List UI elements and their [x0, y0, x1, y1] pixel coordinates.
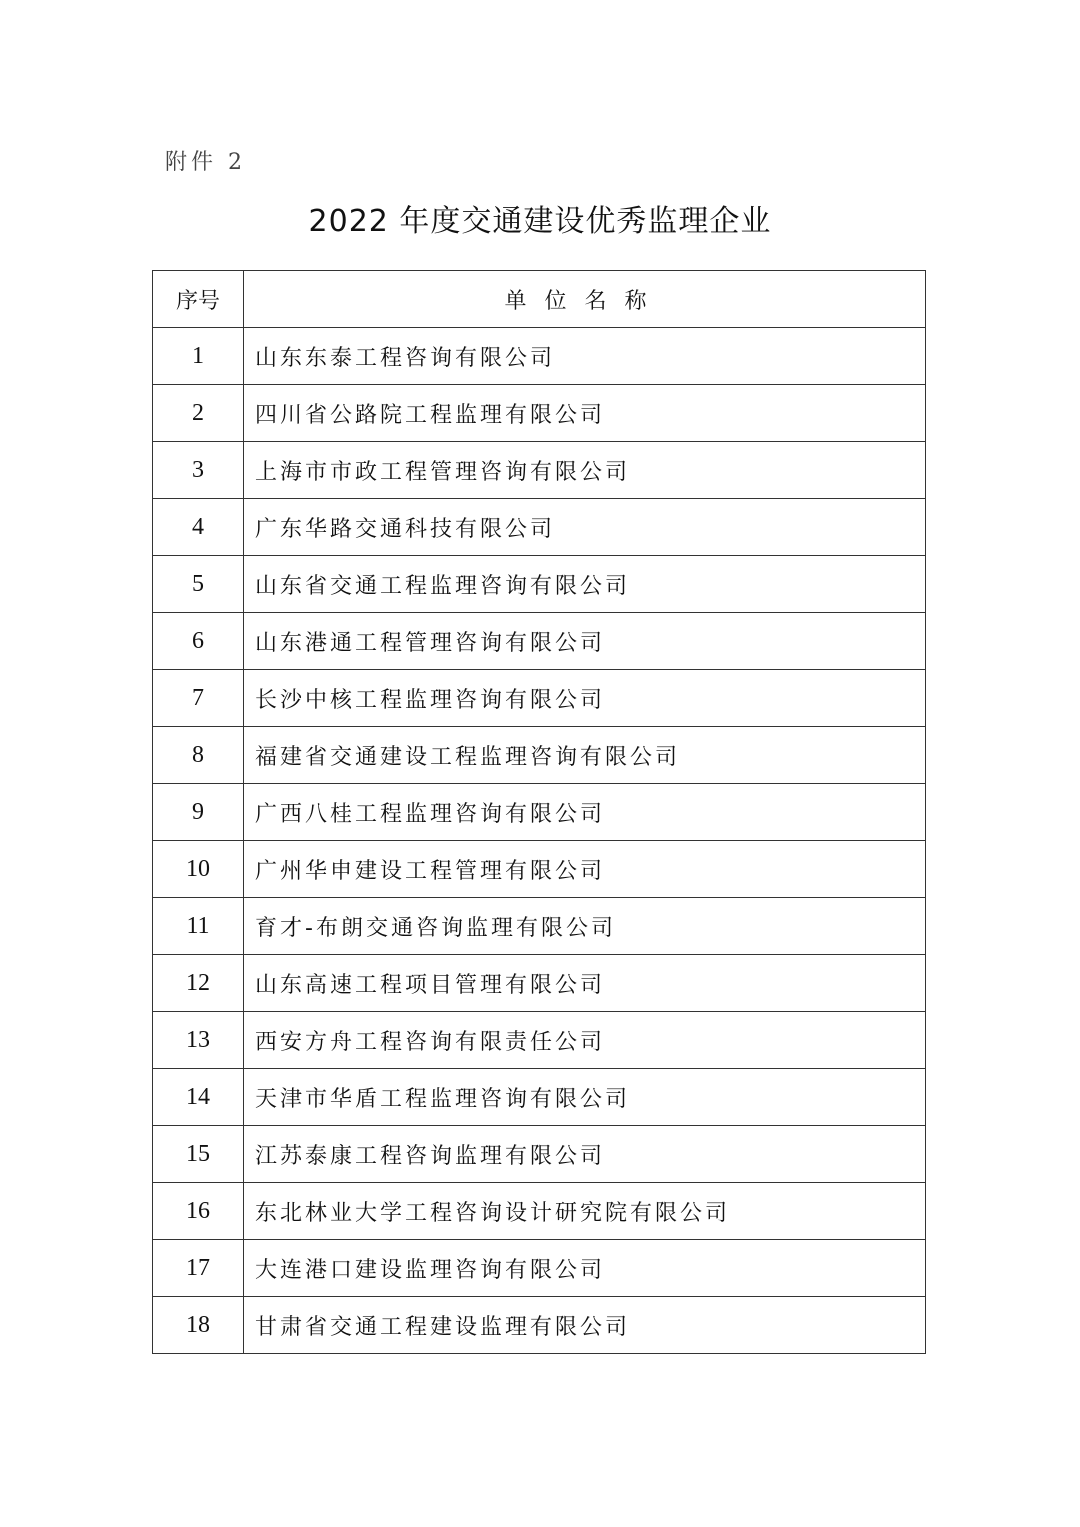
row-index: 6 [153, 613, 244, 670]
table-row [153, 727, 926, 784]
table-body [153, 328, 926, 1354]
row-index: 12 [153, 955, 244, 1012]
table-row [153, 1183, 926, 1240]
row-unit-name: 山东港通工程管理咨询有限公司 [244, 613, 926, 670]
row-unit-name: 广西八桂工程监理咨询有限公司 [244, 784, 926, 841]
row-index: 1 [153, 328, 244, 385]
table-row [153, 841, 926, 898]
row-index: 13 [153, 1012, 244, 1069]
row-unit-name: 东北林业大学工程咨询设计研究院有限公司 [244, 1183, 926, 1240]
row-index: 17 [153, 1240, 244, 1297]
row-index: 15 [153, 1126, 244, 1183]
table-row [153, 1069, 926, 1126]
table-row [153, 556, 926, 613]
row-unit-name: 福建省交通建设工程监理咨询有限公司 [244, 727, 926, 784]
page-title: 2022 年度交通建设优秀监理企业 [308, 204, 772, 239]
table-row [153, 670, 926, 727]
row-index: 4 [153, 499, 244, 556]
row-index: 5 [153, 556, 244, 613]
table-row [153, 1126, 926, 1183]
table-row [153, 898, 926, 955]
row-index: 10 [153, 841, 244, 898]
row-unit-name: 广东华路交通科技有限公司 [244, 499, 926, 556]
table-row [153, 328, 926, 385]
row-unit-name: 山东高速工程项目管理有限公司 [244, 955, 926, 1012]
table-row [153, 955, 926, 1012]
row-unit-name: 天津市华盾工程监理咨询有限公司 [244, 1069, 926, 1126]
table-header-row [153, 271, 926, 328]
enterprise-table [152, 270, 926, 1354]
row-index: 11 [153, 898, 244, 955]
row-index: 9 [153, 784, 244, 841]
row-index: 8 [153, 727, 244, 784]
attachment-label: 附件 2 [165, 150, 246, 175]
row-index: 7 [153, 670, 244, 727]
row-unit-name: 山东省交通工程监理咨询有限公司 [244, 556, 926, 613]
row-unit-name: 江苏泰康工程咨询监理有限公司 [244, 1126, 926, 1183]
table-row [153, 1012, 926, 1069]
row-unit-name: 长沙中核工程监理咨询有限公司 [244, 670, 926, 727]
row-unit-name: 育才-布朗交通咨询监理有限公司 [244, 898, 926, 955]
table-row [153, 499, 926, 556]
row-index: 14 [153, 1069, 244, 1126]
table-row [153, 613, 926, 670]
row-unit-name: 西安方舟工程咨询有限责任公司 [244, 1012, 926, 1069]
header-unit-name: 单位名称 [244, 271, 926, 328]
row-index: 16 [153, 1183, 244, 1240]
row-index: 2 [153, 385, 244, 442]
row-unit-name: 山东东泰工程咨询有限公司 [244, 328, 926, 385]
table-row [153, 385, 926, 442]
table-row [153, 1240, 926, 1297]
row-unit-name: 广州华申建设工程管理有限公司 [244, 841, 926, 898]
table-row [153, 442, 926, 499]
row-index: 18 [153, 1297, 244, 1354]
table-row [153, 784, 926, 841]
header-index: 序号 [153, 271, 244, 328]
row-unit-name: 甘肃省交通工程建设监理有限公司 [244, 1297, 926, 1354]
row-index: 3 [153, 442, 244, 499]
table-row [153, 1297, 926, 1354]
row-unit-name: 上海市市政工程管理咨询有限公司 [244, 442, 926, 499]
row-unit-name: 四川省公路院工程监理有限公司 [244, 385, 926, 442]
row-unit-name: 大连港口建设监理咨询有限公司 [244, 1240, 926, 1297]
